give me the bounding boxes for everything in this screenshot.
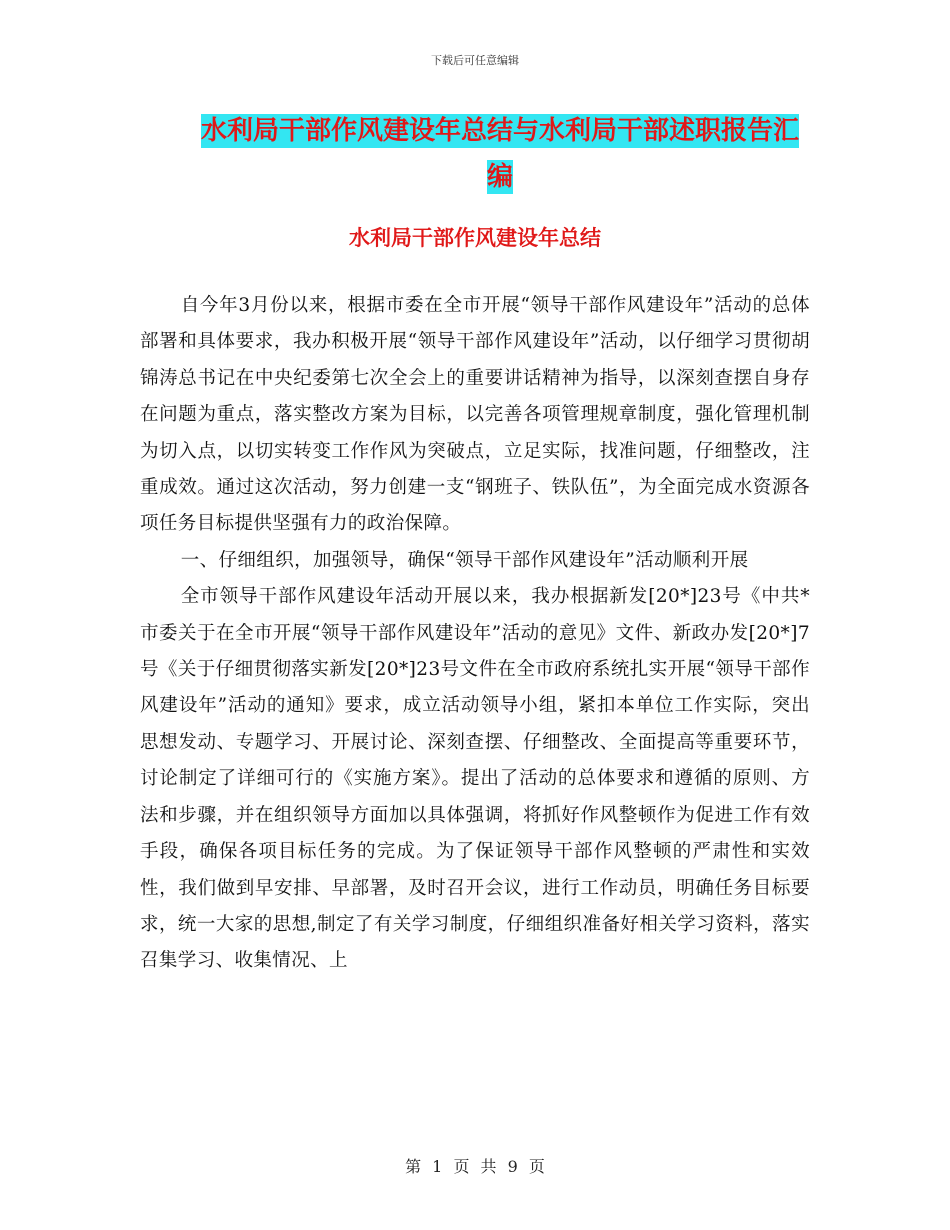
document-body [140, 288, 810, 980]
document-title-line1: 水利局干部作风建设年总结与水利局干部述职报告汇 [200, 116, 799, 146]
page-header-note: 下载后可任意编辑 [431, 54, 519, 67]
document-title [180, 108, 820, 200]
document-title-line2: 编 [486, 162, 513, 192]
paragraph-heading-one: 一、仔细组织，加强领导，确保“领导干部作风建设年”活动顺利开展 [180, 549, 749, 571]
section-title: 水利局干部作风建设年总结 [349, 226, 601, 250]
paragraph-intro: 自今年3月份以来，根据市委在全市开展“领导干部作风建设年”活动的总体部署和具体要求，我办积极开展“领导干部作风建设年”活动，以仔细学习贯彻胡锦涛总书记在中央纪委第七次全会上的重要讲话精神为指导，以深刻查摆自身存在问题为重点，落实整改方案为目标，以完善各项管理规章制度，强化管理机制为切入点，以切实转变工作作风为突破点，立足实际，找准问题，仔细整改，注重成效。通过这次活动，努力创建一支“钢班子、铁队伍”，为全面完成水资源各项任务目标提供坚强有力的政治保障。 [140, 295, 810, 535]
page-number-footer: 第 1 页 共 9 页 [405, 1157, 545, 1176]
paragraph-body-one: 全市领导干部作风建设年活动开展以来，我办根据新发[20*]23号《中共*市委关于在全市开展“领导干部作风建设年”活动的意见》文件、新政办发[20*]7号《关于仔细贯彻落实新发[20*]23号文件在全市政府系统扎实开展“领导干部作风建设年”活动的通知》要求，成立活动领导小组，紧扣本单位工作实际，突出思想发动、专题学习、开展讨论、深刻查摆、仔细整改、全面提高等重要环节，讨论制定了详细可行的《实施方案》。提出了活动的总体要求和遵循的原则、方法和步骤，并在组织领导方面加以具体强调，将抓好作风整顿作为促进工作有效手段，确保各项目标任务的完成。为了保证领导干部作风整顿的严肃性和实效性，我们做到早安排、早部署，及时召开会议，进行工作动员，明确任务目标要求，统一大家的思想,制定了有关学习制度，仔细组织准备好相关学习资料，落实召集学习、收集情况、上 [140, 586, 810, 972]
